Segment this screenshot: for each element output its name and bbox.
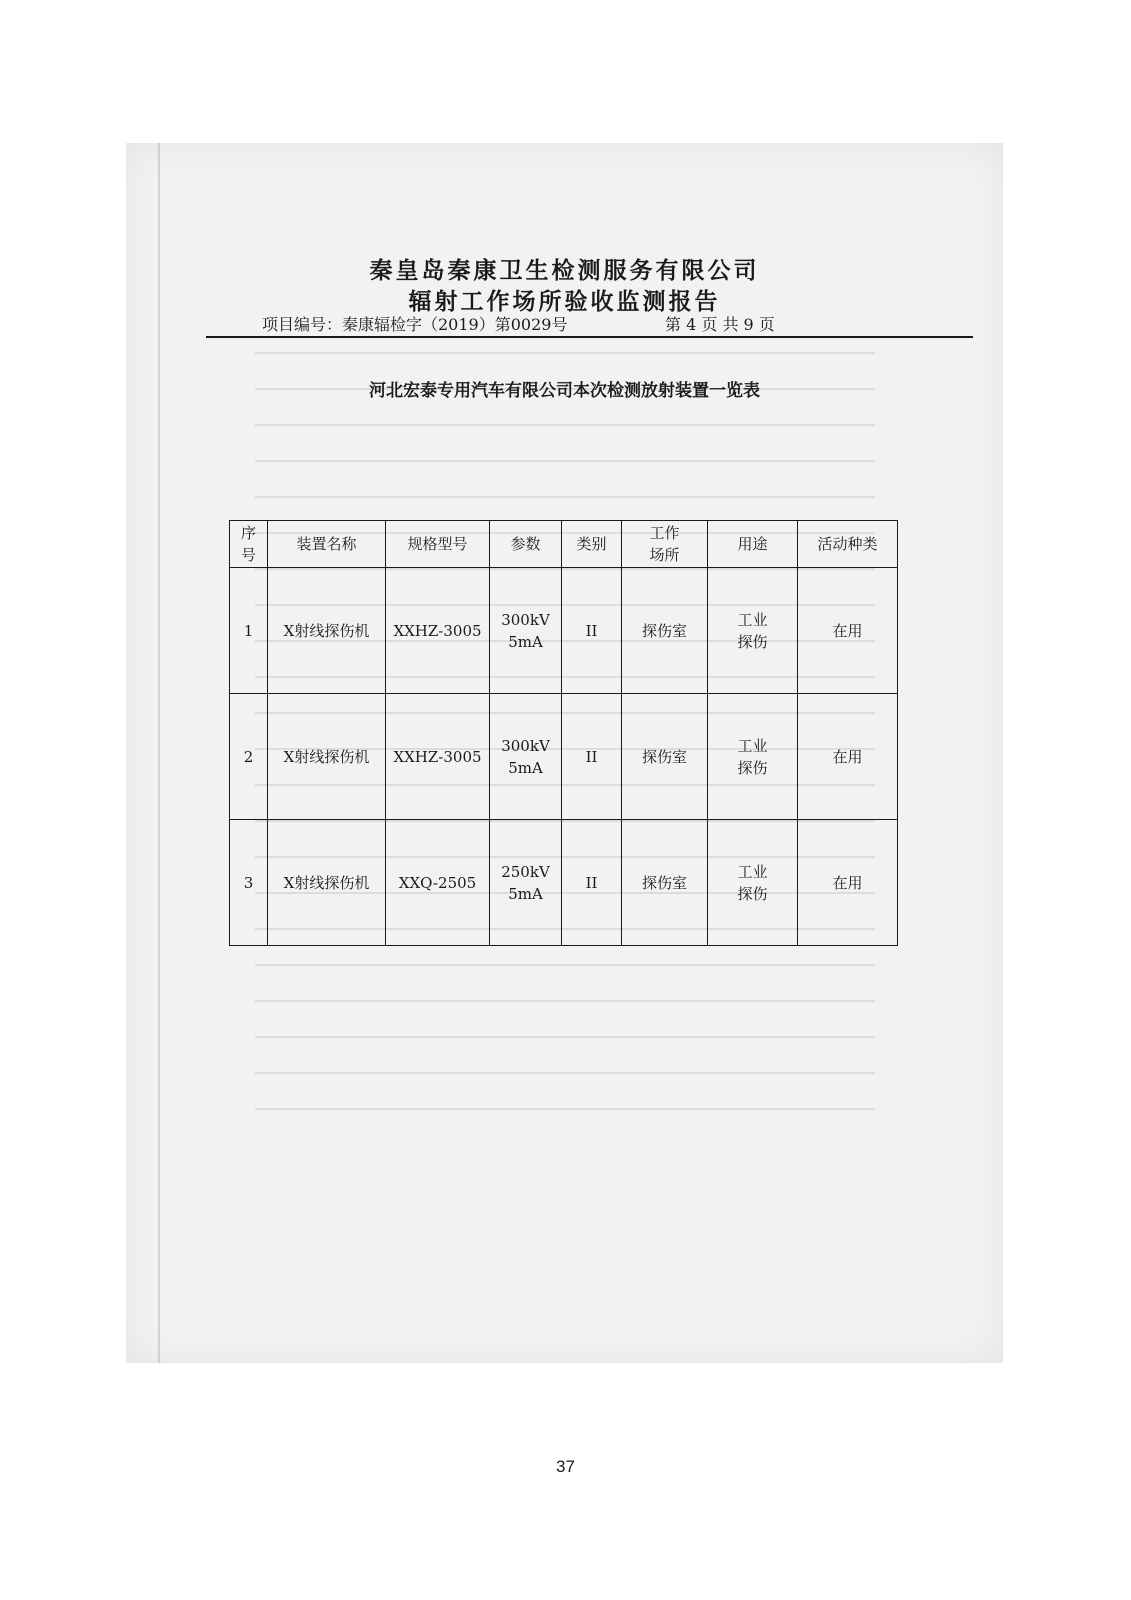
report-title: 辐射工作场所验收监测报告 — [408, 288, 721, 315]
cell-purpose — [708, 820, 798, 946]
cell-model: XXQ-2505 — [386, 820, 490, 946]
header-divider — [206, 336, 973, 338]
cell-params-voltage: 250kV — [501, 862, 550, 881]
cell-params — [490, 694, 562, 820]
header-params: 参数 — [490, 521, 562, 568]
cell-location: 探伤室 — [622, 694, 708, 820]
table-row — [230, 694, 898, 820]
cell-category: II — [562, 568, 622, 694]
cell-location: 探伤室 — [622, 820, 708, 946]
cell-location: 探伤室 — [622, 568, 708, 694]
header-category: 类别 — [562, 521, 622, 568]
page-number: 37 — [556, 1457, 575, 1476]
device-table — [229, 520, 898, 946]
table-row — [230, 820, 898, 946]
cell-seq: 3 — [230, 820, 268, 946]
project-number: 项目编号：秦康辐检字（2019）第0029号 — [262, 315, 568, 334]
cell-activity: 在用 — [798, 820, 898, 946]
cell-category: II — [562, 694, 622, 820]
cell-purpose-line: 工业 — [737, 736, 768, 755]
cell-purpose-line: 工业 — [737, 862, 768, 881]
cell-params-current: 5mA — [508, 632, 543, 651]
cell-device: X射线探伤机 — [268, 694, 386, 820]
cell-params-voltage: 300kV — [501, 610, 550, 629]
header-model: 规格型号 — [386, 521, 490, 568]
header-seq-line: 序 — [240, 524, 256, 542]
header-seq-line: 号 — [240, 546, 256, 564]
cell-category: II — [562, 820, 622, 946]
cell-purpose-line: 探伤 — [737, 884, 768, 903]
cell-params-voltage: 300kV — [501, 736, 550, 755]
cell-device: X射线探伤机 — [268, 568, 386, 694]
cell-model: XXHZ-3005 — [386, 694, 490, 820]
cell-activity: 在用 — [798, 694, 898, 820]
cell-purpose-line: 工业 — [737, 610, 768, 629]
company-name: 秦皇岛秦康卫生检测服务有限公司 — [369, 257, 760, 284]
cell-purpose — [708, 694, 798, 820]
cell-purpose — [708, 568, 798, 694]
cell-seq: 1 — [230, 568, 268, 694]
header-activity: 活动种类 — [798, 521, 898, 568]
header-purpose: 用途 — [708, 521, 798, 568]
cell-device: X射线探伤机 — [268, 820, 386, 946]
table-header-row — [230, 521, 898, 568]
cell-model: XXHZ-3005 — [386, 568, 490, 694]
table-row — [230, 568, 898, 694]
header-location-line: 场所 — [649, 546, 680, 564]
page-info: 第 4 页 共 9 页 — [665, 315, 775, 334]
cell-params — [490, 568, 562, 694]
header-location-line: 工作 — [649, 524, 680, 542]
header-device: 装置名称 — [268, 521, 386, 568]
cell-params — [490, 820, 562, 946]
cell-activity: 在用 — [798, 568, 898, 694]
scan-edge-shadow — [158, 143, 160, 1363]
header-location — [622, 521, 708, 568]
cell-params-current: 5mA — [508, 884, 543, 903]
table-title: 河北宏泰专用汽车有限公司本次检测放射装置一览表 — [369, 381, 760, 401]
cell-seq: 2 — [230, 694, 268, 820]
cell-purpose-line: 探伤 — [737, 632, 768, 651]
header-seq — [230, 521, 268, 568]
cell-purpose-line: 探伤 — [737, 758, 768, 777]
cell-params-current: 5mA — [508, 758, 543, 777]
